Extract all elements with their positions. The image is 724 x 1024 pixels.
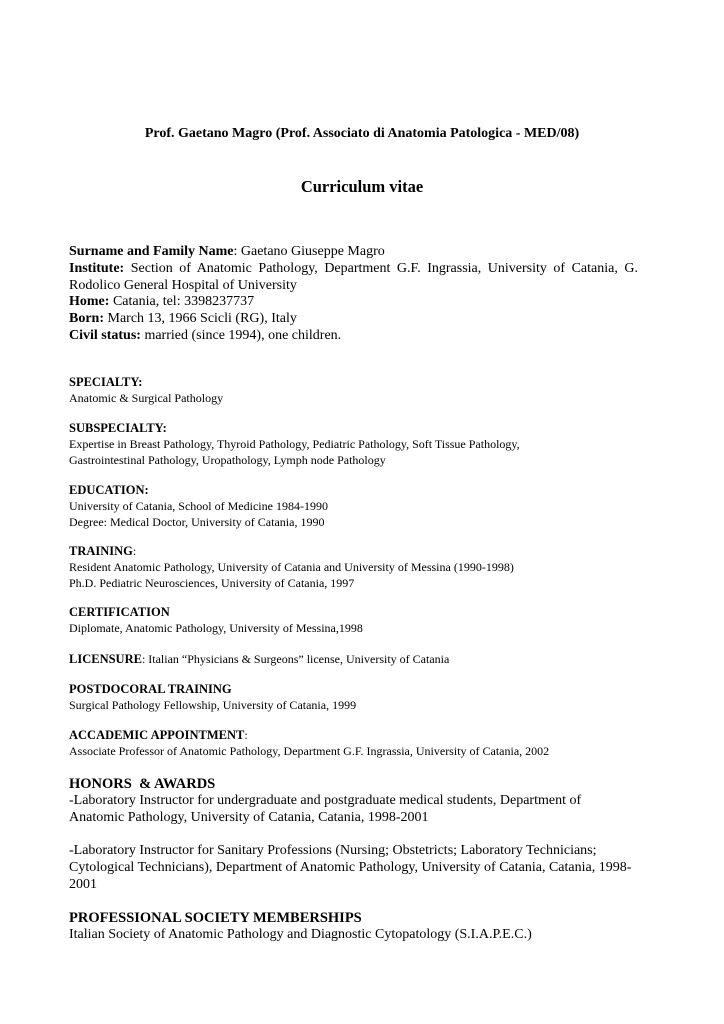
academic-line: Associate Professor of Anatomic Pathology, Department G.F. Ingrassia, University of Catania, 2002 — [69, 743, 550, 758]
document-title: Curriculum vitae — [300, 177, 424, 196]
training-heading-row — [69, 544, 659, 560]
education-section — [69, 483, 659, 530]
institute-value: Section of Anatomic Pathology, Department G.F. Ingrassia, University of Catania, G. Rodolico General Hospital of University — [69, 260, 638, 293]
education-line: Degree: Medical Doctor, University of Catania, 1990 — [69, 514, 325, 529]
specialty-section — [69, 375, 659, 407]
memberships-line: Italian Society of Anatomic Pathology and Diagnostic Cytopatology (S.I.A.P.E.C.) — [69, 926, 532, 942]
specialty-heading: SPECIALTY: — [69, 375, 143, 389]
civil-status-label: Civil status: — [69, 327, 141, 343]
postdoc-section — [69, 682, 659, 714]
honors-item: -Laboratory Instructor for Sanitary Professions (Nursing; Obstetricts; Laboratory Technicians; Cytological Technicians), Department of Anatomic Pathology, University of Catania, Catania, 1998-2001 — [69, 843, 632, 892]
academic-section — [69, 728, 659, 760]
honors-spacer — [69, 826, 639, 843]
personal-info — [69, 244, 638, 345]
academic-heading-suffix: : — [244, 728, 248, 742]
training-heading-suffix: : — [132, 544, 137, 558]
born-row — [69, 311, 638, 328]
born-value: March 13, 1966 Scicli (RG), Italy — [104, 311, 297, 327]
training-line: Resident Anatomic Pathology, University of Catania and University of Messina (1990-1998) — [69, 559, 514, 574]
honors-item: -Laboratory Instructor for undergraduate and postgraduate medical students, Department of Anatomic Pathology, University of Catania, Catania, 1998-2001 — [69, 792, 582, 825]
licensure-section — [69, 652, 659, 668]
licensure-value: : Italian “Physicians & Surgeons” license, University of Catania — [141, 652, 450, 666]
training-line: Ph.D. Pediatric Neurosciences, University of Catania, 1997 — [69, 575, 355, 590]
memberships-heading: PROFESSIONAL SOCIETY MEMBERSHIPS — [69, 910, 362, 926]
born-label: Born: — [69, 311, 104, 327]
home-value: Catania, tel: 3398237737 — [109, 294, 255, 310]
academic-heading: ACCADEMIC APPOINTMENT — [69, 728, 245, 742]
postdoc-line: Surgical Pathology Fellowship, University of Catania, 1999 — [69, 697, 357, 712]
certification-section — [69, 605, 659, 637]
certification-line: Diplomate, Anatomic Pathology, University of Messina,1998 — [69, 620, 363, 635]
honors-heading: HONORS & AWARDS — [69, 776, 216, 792]
surname-row — [69, 244, 638, 261]
specialty-line: Anatomic & Surgical Pathology — [69, 390, 224, 405]
education-heading: EDUCATION: — [69, 483, 149, 497]
licensure-row — [69, 652, 659, 668]
subspecialty-line: Gastrointestinal Pathology, Uropathology, Lymph node Pathology — [69, 452, 386, 467]
subspecialty-heading: SUBSPECIALTY: — [69, 421, 167, 435]
subspecialty-line: Expertise in Breast Pathology, Thyroid Pathology, Pediatric Pathology, Soft Tissue Pathology, — [69, 436, 520, 451]
honors-section — [69, 776, 639, 894]
certification-heading: CERTIFICATION — [69, 605, 170, 619]
institute-row — [69, 261, 638, 295]
institute-label: Institute: — [69, 260, 125, 276]
civil-status-value: married (since 1994), one children. — [140, 327, 342, 343]
licensure-heading: LICENSURE — [69, 652, 142, 666]
surname-label: Surname and Family Name — [69, 244, 234, 259]
training-heading: TRAINING — [69, 544, 133, 558]
home-row — [69, 294, 638, 311]
training-section — [69, 544, 659, 591]
civil-status-row — [69, 328, 638, 345]
academic-heading-row — [69, 728, 659, 744]
page-header: Prof. Gaetano Magro (Prof. Associato di Anatomia Patologica - MED/08) — [144, 126, 580, 141]
postdoc-heading: POSTDOCORAL TRAINING — [69, 682, 232, 696]
education-line: University of Catania, School of Medicine 1984-1990 — [69, 498, 328, 513]
memberships-section — [69, 910, 639, 944]
home-label: Home: — [69, 294, 110, 310]
surname-value: : Gaetano Giuseppe Magro — [233, 244, 385, 259]
subspecialty-section — [69, 421, 659, 468]
